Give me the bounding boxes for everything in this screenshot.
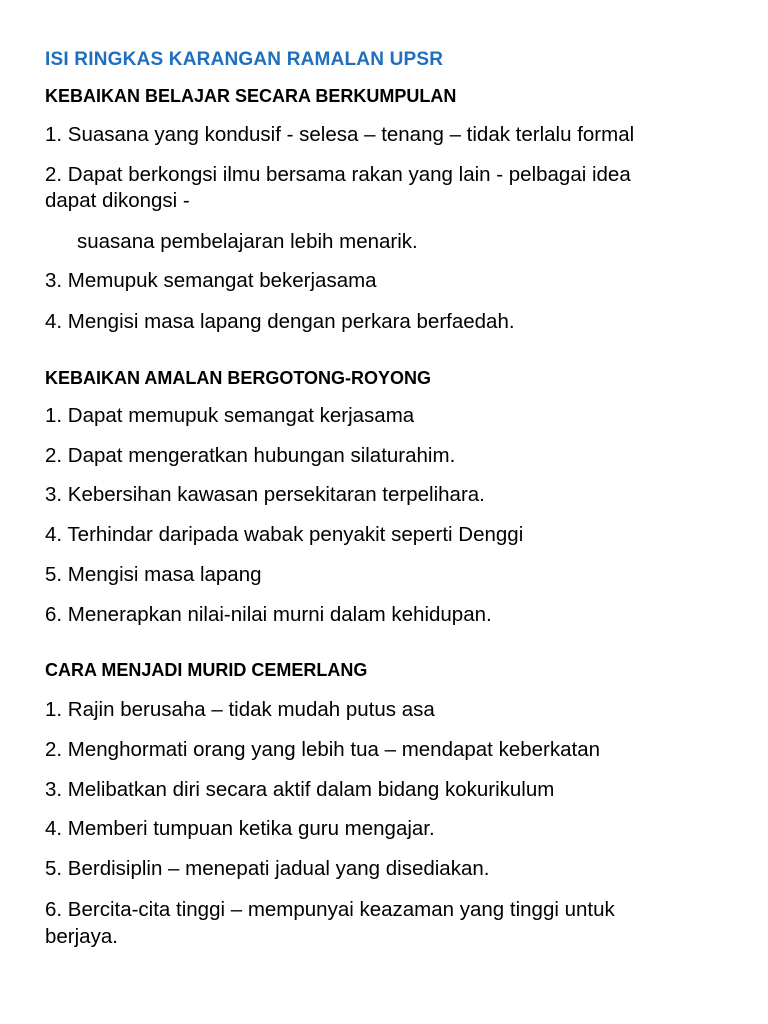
- document-title: ISI RINGKAS KARANGAN RAMALAN UPSR: [45, 49, 444, 70]
- section-heading: KEBAIKAN BELAJAR SECARA BERKUMPULAN: [45, 86, 457, 106]
- list-item: 1. Rajin berusaha – tidak mudah putus asa: [45, 698, 435, 721]
- list-item-continuation: suasana pembelajaran lebih menarik.: [77, 230, 418, 253]
- section-heading: CARA MENJADI MURID CEMERLANG: [45, 660, 368, 680]
- list-item: 6. Bercita-cita tinggi – mempunyai keazaman yang tinggi untuk: [45, 898, 615, 921]
- list-item: 3. Memupuk semangat bekerjasama: [45, 269, 377, 292]
- list-item: 2. Dapat mengeratkan hubungan silaturahim.: [45, 444, 456, 467]
- list-item: 3. Kebersihan kawasan persekitaran terpelihara.: [45, 483, 485, 506]
- list-item: 4. Terhindar daripada wabak penyakit seperti Denggi: [45, 523, 524, 546]
- list-item: 3. Melibatkan diri secara aktif dalam bidang kokurikulum: [45, 778, 555, 801]
- list-item: 4. Memberi tumpuan ketika guru mengajar.: [45, 817, 435, 840]
- list-item-continuation: dapat dikongsi -: [45, 189, 190, 212]
- list-item: 5. Mengisi masa lapang: [45, 563, 262, 586]
- list-item: 6. Menerapkan nilai-nilai murni dalam kehidupan.: [45, 603, 492, 626]
- list-item: 4. Mengisi masa lapang dengan perkara berfaedah.: [45, 310, 515, 333]
- section-heading: KEBAIKAN AMALAN BERGOTONG-ROYONG: [45, 368, 431, 388]
- list-item: 1. Suasana yang kondusif - selesa – tenang – tidak terlalu formal: [45, 123, 635, 146]
- list-item: 2. Menghormati orang yang lebih tua – mendapat keberkatan: [45, 738, 601, 761]
- list-item: 1. Dapat memupuk semangat kerjasama: [45, 404, 415, 427]
- list-item: 5. Berdisiplin – menepati jadual yang disediakan.: [45, 857, 490, 880]
- list-item: 2. Dapat berkongsi ilmu bersama rakan yang lain - pelbagai idea: [45, 163, 631, 186]
- list-item-continuation: berjaya.: [45, 925, 118, 948]
